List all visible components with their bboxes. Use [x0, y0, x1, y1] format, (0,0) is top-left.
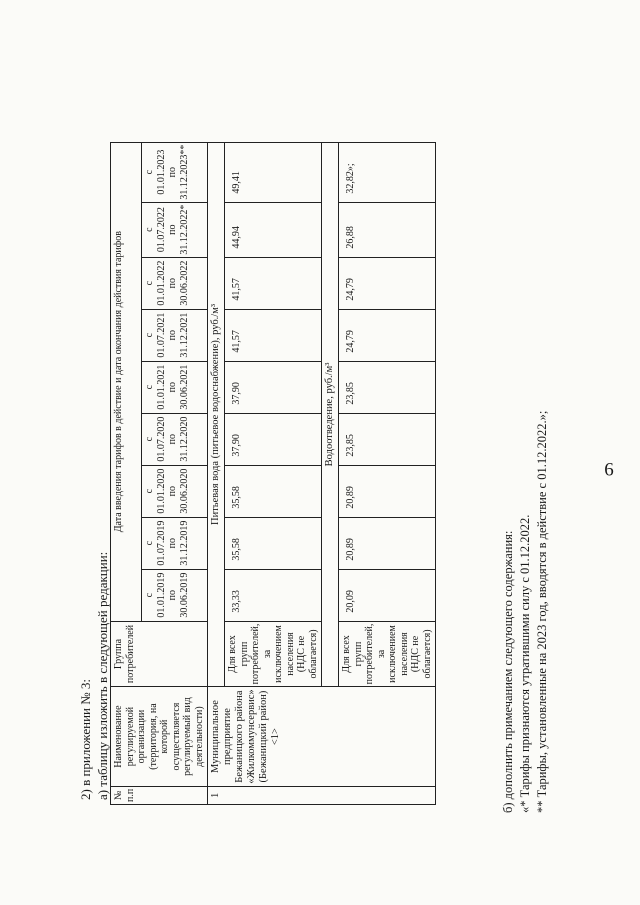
tariff-value: 41,57: [225, 309, 322, 361]
section-title: Водоотведение, руб./м³: [322, 142, 339, 687]
period-cell: с 01.07.2019 по 31.12.2019: [142, 517, 208, 569]
period-cell: с 01.01.2020 по 30.06.2020: [142, 465, 208, 517]
section-title: Питьевая вода (питьевое водоснабжение), руб./м³: [208, 142, 225, 687]
note-2: ** Тарифы, установленные на 2023 год, вводятся в действие с 01.12.2022.»;: [535, 410, 549, 813]
tariff-value: 41,57: [225, 257, 322, 309]
notes-block: [500, 411, 551, 813]
col-group-header: Группа потребителей: [111, 621, 208, 687]
col-num-header: № п.п: [111, 786, 208, 804]
tariff-value: 26,88: [339, 202, 436, 257]
period-cell: с 01.07.2022 по 31.12.2022*: [142, 202, 208, 257]
tariff-value: 20,09: [339, 569, 436, 621]
tariff-table: [110, 142, 436, 805]
consumer-group: Для всех групп потребителей, за исключением населения (НДС не облагается): [339, 621, 436, 687]
tariff-value: 24,79: [339, 257, 436, 309]
tariff-value: 23,85: [339, 413, 436, 465]
org-name: Муниципальное предприятие Бежаницкого района «Жилкоммунсервис» (Бежаницкий район) <1>: [208, 687, 436, 786]
note-1: «* Тарифы признаются утратившими силу с 01.12.2022.: [518, 514, 532, 813]
period-cell: с 01.01.2023 по 31.12.2023**: [142, 142, 208, 202]
row-number: 1: [208, 786, 436, 804]
col-org-header: Наименование регулируемой организации (территория, на которой осуществляется регулируемый вид деятельности): [111, 687, 208, 786]
tariff-value: 32,82»;: [339, 142, 436, 202]
period-cell: с 01.01.2021 по 30.06.2021: [142, 361, 208, 413]
consumer-group: Для всех групп потребителей, за исключением населения (НДС не облагается): [225, 621, 322, 687]
header-row: [111, 142, 142, 804]
tariff-value: 20,89: [339, 465, 436, 517]
col-dates-header: Дата введения тарифов в действие и дата окончания действия тарифов: [111, 142, 142, 621]
period-cell: с 01.01.2019 по 30.06.2019: [142, 569, 208, 621]
section-title-row: [208, 142, 225, 804]
intro-line-2: а) таблицу изложить в следующей редакции:: [95, 551, 110, 800]
tariff-value: 37,90: [225, 361, 322, 413]
tariff-value: 20,89: [339, 517, 436, 569]
page-number: 6: [604, 459, 614, 481]
period-cell: с 01.01.2022 по 30.06.2022: [142, 257, 208, 309]
period-cell: с 01.07.2020 по 31.12.2020: [142, 413, 208, 465]
tariff-value: 44,94: [225, 202, 322, 257]
tariff-value: 35,58: [225, 517, 322, 569]
period-cell: с 01.07.2021 по 31.12.2021: [142, 309, 208, 361]
note-intro: б) дополнить примечанием следующего содержания:: [501, 530, 515, 813]
tariff-value: 23,85: [339, 361, 436, 413]
tariff-value: 49,41: [225, 142, 322, 202]
intro-line-1: 2) в приложении № 3:: [78, 678, 93, 800]
tariff-value: 37,90: [225, 413, 322, 465]
tariff-value: 24,79: [339, 309, 436, 361]
tariff-value: 33,33: [225, 569, 322, 621]
tariff-value: 35,58: [225, 465, 322, 517]
